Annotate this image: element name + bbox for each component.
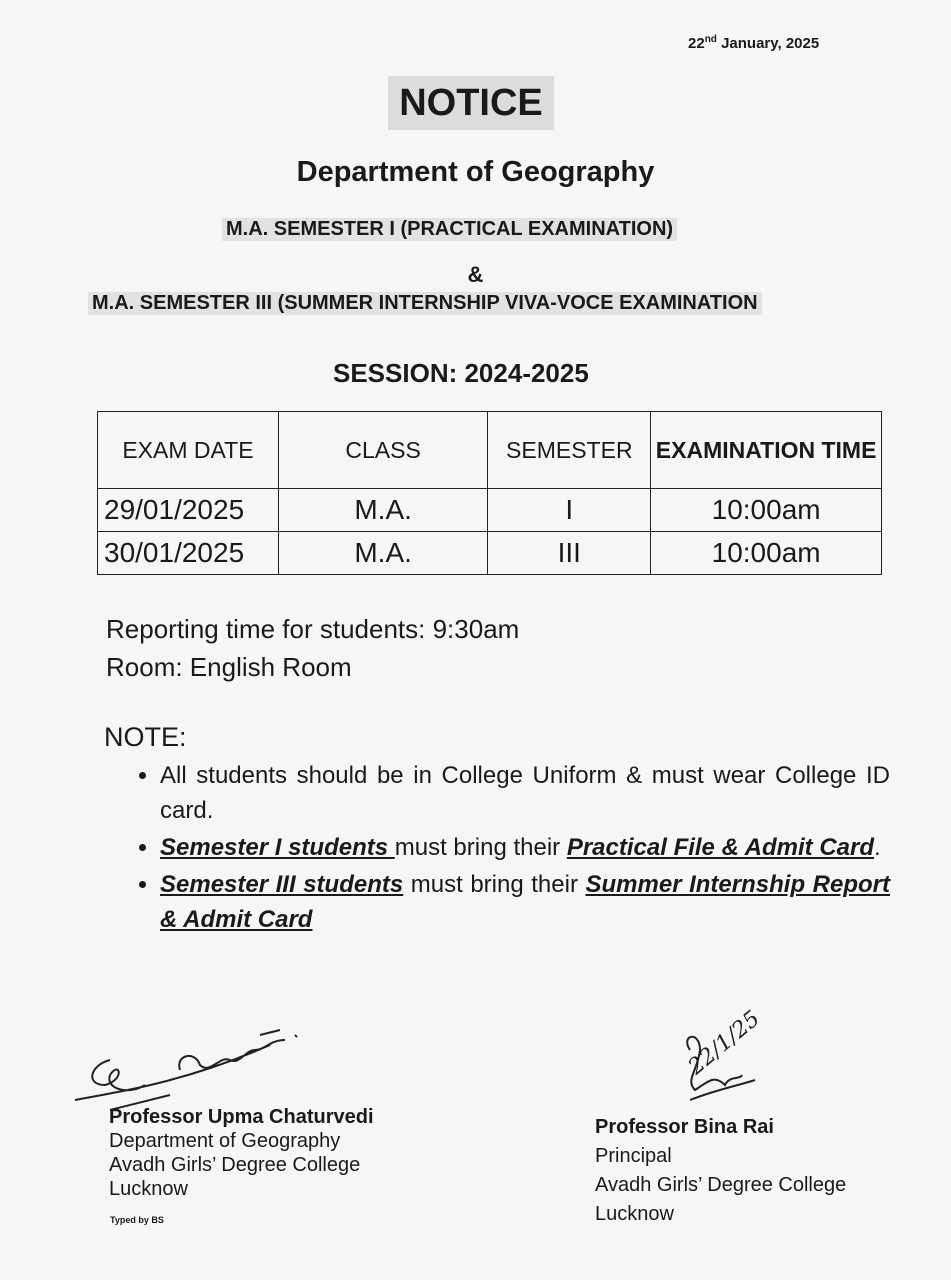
notice-date: 22nd January, 2025 xyxy=(688,34,820,52)
signature-date: 22/1/25 xyxy=(683,1006,765,1080)
note-text: must bring their xyxy=(403,871,586,898)
cell-date: 30/01/2025 xyxy=(98,532,279,575)
department-heading: Department of Geography xyxy=(296,156,655,188)
reporting-time: Reporting time for students: 9:30am xyxy=(106,614,520,644)
subtitle-semester-3: M.A. SEMESTER III (SUMMER INTERNSHIP VIVA-VOCE EXAMINATION xyxy=(88,292,762,315)
signatory-title: Principal xyxy=(595,1145,672,1167)
note-label: NOTE: xyxy=(104,722,187,752)
signatory-city: Lucknow xyxy=(109,1178,188,1200)
header-class: CLASS xyxy=(278,412,488,489)
session-heading: SESSION: 2024-2025 xyxy=(333,358,589,388)
notes-list xyxy=(132,758,890,939)
table-header-row xyxy=(98,412,882,489)
exam-schedule-table xyxy=(97,411,882,575)
subtitle-semester-1: M.A. SEMESTER I (PRACTICAL EXAMINATION) xyxy=(222,218,677,241)
notice-title: NOTICE xyxy=(388,76,554,130)
header-exam-date: EXAM DATE xyxy=(98,412,279,489)
table-row xyxy=(98,489,882,532)
cell-class: M.A. xyxy=(278,532,488,575)
signatory-name: Professor Bina Rai xyxy=(595,1116,774,1138)
cell-date: 29/01/2025 xyxy=(98,489,279,532)
table-row xyxy=(98,532,882,575)
note-emphasis: Summer Internship Report & Admit Card xyxy=(160,871,890,933)
list-item xyxy=(160,758,890,828)
header-semester: SEMESTER xyxy=(488,412,651,489)
note-emphasis: Semester III students xyxy=(160,871,404,898)
signatory-name: Professor Upma Chaturvedi xyxy=(109,1106,374,1128)
ampersand: & xyxy=(467,262,484,287)
list-item xyxy=(160,830,890,865)
typed-by: Typed by BS xyxy=(110,1215,164,1225)
cell-time: 10:00am xyxy=(651,489,882,532)
room: Room: English Room xyxy=(106,652,352,682)
signatory-department: Department of Geography xyxy=(109,1130,341,1152)
cell-class: M.A. xyxy=(278,489,488,532)
note-text: must bring their xyxy=(394,834,567,861)
signatory-college: Avadh Girls’ Degree College xyxy=(595,1174,847,1196)
note-emphasis: Semester I students xyxy=(160,834,395,861)
note-text: . xyxy=(874,834,881,861)
signatory-college: Avadh Girls’ Degree College xyxy=(109,1154,361,1176)
note-emphasis: Practical File & Admit Card xyxy=(566,834,875,861)
cell-semester: I xyxy=(488,489,651,532)
right-signatory-block xyxy=(595,1113,846,1229)
note-text: All students should be in College Uniform & must wear College ID card. xyxy=(160,762,890,824)
list-item xyxy=(160,867,890,937)
cell-time: 10:00am xyxy=(651,532,882,575)
reporting-info xyxy=(106,610,519,686)
cell-semester: III xyxy=(488,532,651,575)
left-signatory-block xyxy=(109,1105,374,1201)
signatory-city: Lucknow xyxy=(595,1203,674,1225)
header-exam-time: EXAMINATION TIME xyxy=(651,412,882,489)
